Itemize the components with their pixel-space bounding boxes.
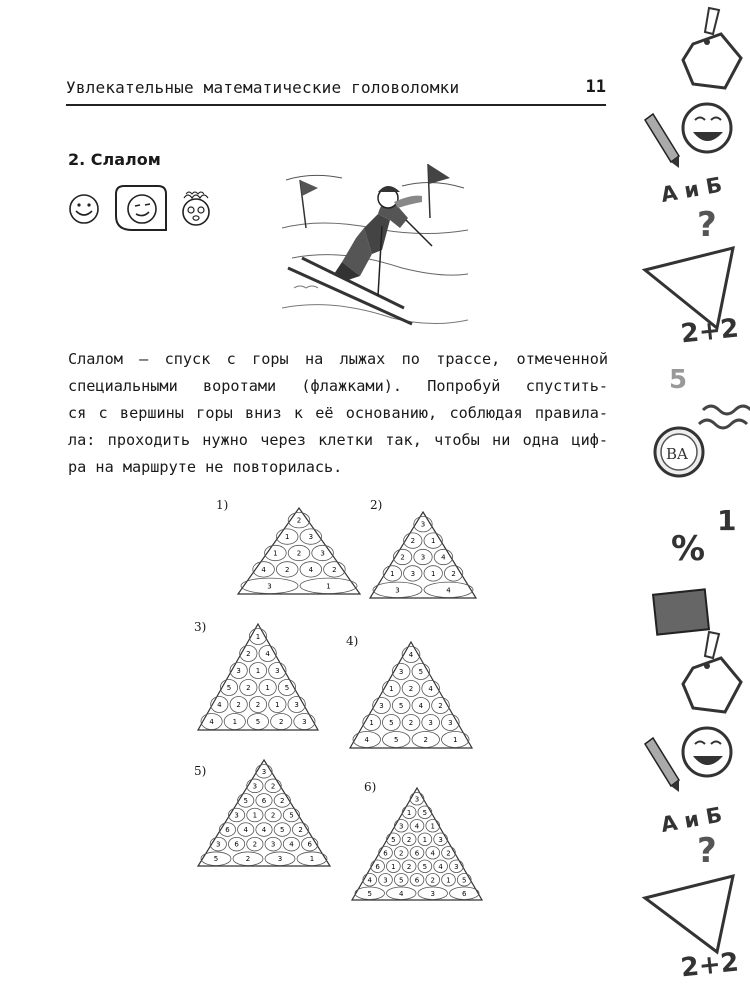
- margin-sum-1: 2+2: [679, 313, 741, 350]
- cell-digit: 6: [234, 840, 239, 849]
- mountain-grid[interactable]: [196, 756, 332, 872]
- cell-digit: 3: [438, 835, 443, 844]
- cell-digit: 3: [234, 811, 239, 820]
- cell-digit: 1: [255, 667, 261, 675]
- cell-digit: 3: [308, 533, 314, 542]
- cell-digit: 3: [275, 667, 280, 675]
- cell-digit: 4: [408, 651, 414, 659]
- mountain-grid[interactable]: [350, 784, 484, 906]
- pencil-icon: [645, 114, 679, 168]
- cell-digit: 2: [399, 849, 404, 858]
- cell-digit: 3: [294, 701, 299, 709]
- question-mark-icon: ?: [697, 205, 717, 245]
- cell-digit: 4: [446, 586, 451, 595]
- cell-digit: 2: [406, 835, 412, 844]
- margin-sum-2: 2+2: [679, 947, 741, 984]
- cell-digit: 5: [213, 855, 219, 864]
- cell-digit: 3: [261, 767, 267, 776]
- cell-digit: 5: [280, 826, 285, 835]
- text-line: ся с вершины горы вниз к её основанию, соблюдая правила-: [68, 404, 608, 422]
- puzzle-1: [212, 496, 362, 606]
- cell-digit: 4: [438, 862, 443, 871]
- cell-digit: 5: [399, 876, 404, 885]
- cell-digit: 3: [454, 862, 459, 871]
- cell-digit: 2: [280, 796, 285, 805]
- mountain-grid[interactable]: [236, 504, 362, 600]
- cell-digit: 6: [375, 862, 380, 871]
- skier-illustration: [282, 158, 468, 334]
- cell-digit: 2: [245, 855, 251, 864]
- cell-digit: 2: [446, 849, 451, 858]
- cell-digit: 3: [216, 840, 221, 849]
- cell-digit: 3: [302, 718, 307, 726]
- cell-digit: 3: [448, 719, 453, 727]
- cell-digit: 5: [422, 862, 428, 871]
- cell-digit: 1: [309, 855, 315, 864]
- smirk-face-icon: [116, 186, 166, 230]
- cell-digit: 5: [391, 835, 396, 844]
- cell-digit: 1: [390, 569, 395, 578]
- cell-digit: 2: [298, 826, 303, 835]
- cell-digit: 5: [418, 668, 424, 676]
- puzzle-label: 2): [370, 498, 383, 512]
- cell-digit: 2: [252, 840, 258, 849]
- cell-digit: 3: [410, 569, 416, 578]
- cell-digit: 5: [243, 796, 248, 805]
- cell-digit: 2: [296, 549, 302, 558]
- cell-digit: 5: [422, 808, 428, 817]
- margin-ab-1: А и Б: [659, 172, 724, 208]
- cell-digit: 2: [246, 650, 251, 658]
- text-line: Слалом — спуск с горы на лыжах по трассе, отмеченной: [68, 350, 608, 368]
- cell-digit: 2: [296, 516, 302, 525]
- cell-digit: 3: [395, 586, 400, 595]
- cell-digit: 2: [270, 782, 276, 791]
- cell-digit: 2: [400, 553, 405, 562]
- cell-digit: 1: [406, 808, 412, 817]
- cell-digit: 4: [243, 826, 248, 835]
- cell-digit: 1: [422, 835, 428, 844]
- margin-one: 1: [717, 504, 737, 537]
- mountain-grid[interactable]: [196, 620, 320, 736]
- cell-digit: 2: [408, 685, 414, 693]
- cell-digit: 5: [389, 719, 394, 727]
- dizzy-face-icon: [183, 192, 209, 225]
- cell-digit: 3: [383, 876, 388, 885]
- cell-digit: 2: [246, 684, 251, 692]
- difficulty-rating: [66, 182, 226, 234]
- cell-digit: 1: [255, 633, 261, 641]
- square-icon: [653, 589, 709, 634]
- cell-digit: 3: [428, 719, 433, 727]
- puzzle-6: [348, 776, 484, 904]
- cell-digit: 6: [414, 849, 420, 858]
- pentagon-icon: [683, 658, 741, 712]
- cell-digit: 2: [270, 811, 276, 820]
- cell-digit: 3: [267, 582, 272, 591]
- cell-digit: 1: [265, 684, 270, 692]
- cell-digit: 2: [423, 736, 428, 744]
- cell-digit: 6: [414, 876, 420, 885]
- cell-digit: 4: [261, 826, 267, 835]
- puzzle-label: 1): [216, 498, 229, 512]
- cell-digit: 3: [430, 889, 435, 898]
- smile-face-icon: [70, 195, 98, 223]
- cell-digit: 4: [209, 718, 214, 726]
- cell-digit: 2: [408, 719, 414, 727]
- cell-digit: 2: [406, 862, 412, 871]
- page-header: [66, 78, 606, 106]
- puzzle-3: [190, 616, 330, 736]
- cell-digit: 5: [367, 889, 372, 898]
- cell-digit: 2: [438, 702, 443, 710]
- text-line: ла: проходить нужно через клетки так, чтобы ни одна циф-: [68, 431, 608, 449]
- cell-digit: 3: [379, 702, 384, 710]
- cell-digit: 3: [320, 549, 325, 558]
- cell-digit: 4: [414, 822, 420, 831]
- cell-digit: 1: [252, 811, 258, 820]
- cell-digit: 3: [252, 782, 258, 791]
- cell-digit: 1: [369, 719, 374, 727]
- cell-digit: 4: [441, 553, 446, 562]
- cell-digit: 1: [389, 685, 394, 693]
- cell-digit: 1: [273, 549, 278, 558]
- cell-digit: 3: [270, 840, 276, 849]
- puzzle-5: [192, 756, 332, 872]
- cell-digit: 2: [430, 876, 435, 885]
- running-title: Увлекательные математические головоломки: [66, 78, 460, 97]
- cell-digit: 4: [289, 840, 294, 849]
- cell-digit: 2: [278, 718, 284, 726]
- cell-digit: 3: [420, 553, 426, 562]
- cell-digit: 1: [453, 736, 458, 744]
- cell-digit: 4: [430, 849, 435, 858]
- puzzle-label: 5): [194, 764, 207, 778]
- cell-digit: 4: [217, 701, 222, 709]
- cell-digit: 3: [420, 520, 426, 529]
- mountain-grid[interactable]: [368, 508, 478, 604]
- cell-digit: 1: [326, 582, 331, 591]
- body-text: [68, 346, 608, 481]
- cell-digit: 2: [255, 701, 261, 709]
- laughing-face-icon: [683, 728, 731, 776]
- cell-digit: 5: [398, 702, 404, 710]
- cell-digit: 5: [462, 876, 467, 885]
- mountain-grid[interactable]: [348, 638, 474, 754]
- question-mark-icon: ?: [697, 831, 717, 871]
- cell-digit: 6: [261, 796, 267, 805]
- pencil-icon: [645, 738, 679, 792]
- cell-digit: 3: [398, 668, 404, 676]
- cell-digit: 4: [308, 565, 314, 574]
- section-title: 2. Слалом: [68, 150, 161, 169]
- cell-digit: 4: [418, 702, 424, 710]
- cell-digit: 6: [383, 849, 388, 858]
- text-line: ра на маршруте не повторилась.: [68, 458, 343, 476]
- puzzle-label: 6): [364, 780, 377, 794]
- cell-digit: 2: [451, 569, 456, 578]
- cell-digit: 1: [275, 701, 280, 709]
- cell-digit: 3: [399, 822, 404, 831]
- margin-five: 5: [669, 365, 688, 395]
- cell-digit: 4: [364, 736, 369, 744]
- cell-digit: 2: [284, 565, 290, 574]
- cell-digit: 5: [226, 684, 232, 692]
- cell-digit: 3: [414, 795, 420, 804]
- percent-icon: %: [671, 529, 706, 569]
- margin-decorations: [625, 0, 750, 1000]
- margin-ba: BA: [666, 445, 688, 463]
- cell-digit: 1: [430, 822, 435, 831]
- pentagon-icon: [683, 34, 741, 88]
- cell-digit: 4: [367, 876, 372, 885]
- margin-ab-2: А и Б: [659, 802, 724, 838]
- cell-digit: 6: [225, 826, 230, 835]
- cell-digit: 5: [394, 736, 399, 744]
- cell-digit: 4: [261, 565, 266, 574]
- laughing-face-icon: [683, 104, 731, 152]
- cell-digit: 5: [255, 718, 261, 726]
- puzzle-4: [344, 630, 474, 754]
- puzzle-label: 3): [194, 620, 207, 634]
- cell-digit: 6: [462, 889, 467, 898]
- cell-digit: 1: [391, 862, 396, 871]
- cell-digit: 6: [307, 840, 312, 849]
- cell-digit: 1: [430, 537, 436, 546]
- cell-digit: 3: [277, 855, 283, 864]
- cell-digit: 4: [428, 685, 433, 693]
- text-line: специальными воротами (флажками). Попробуй спустить-: [68, 377, 608, 395]
- mountain-outline: [198, 760, 330, 866]
- cell-digit: 2: [236, 701, 241, 709]
- puzzle-2: [364, 496, 514, 606]
- cell-digit: 2: [410, 537, 416, 546]
- cell-digit: 1: [430, 569, 436, 578]
- cell-digit: 1: [284, 533, 290, 542]
- cell-digit: 2: [332, 565, 337, 574]
- cell-digit: 4: [399, 889, 404, 898]
- puzzle-label: 4): [346, 634, 359, 648]
- cell-digit: 3: [236, 667, 241, 675]
- cell-digit: 5: [284, 684, 290, 692]
- cell-digit: 1: [232, 718, 238, 726]
- page-number: 11: [585, 77, 606, 97]
- cell-digit: 4: [265, 650, 270, 658]
- cell-digit: 5: [289, 811, 294, 820]
- triangle-icon: [645, 876, 733, 952]
- cell-digit: 1: [446, 876, 451, 885]
